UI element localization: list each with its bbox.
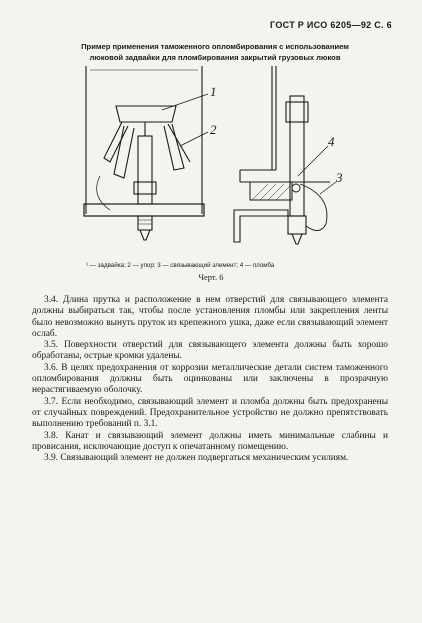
front-view bbox=[84, 66, 208, 240]
callout-1: 1 bbox=[210, 84, 217, 99]
callout-3: 3 bbox=[336, 170, 343, 185]
figure-label: Черт. 6 bbox=[198, 272, 224, 282]
paragraph-3-9: 3.9. Связывающий элемент не должен подвергаться механическим усилиям. bbox=[44, 453, 349, 464]
side-view bbox=[234, 66, 336, 244]
technical-drawing bbox=[80, 66, 360, 258]
figure-legend: ¹ — задвайка; 2 — упор; 3 — связывающий элемент; 4 — пломба bbox=[86, 262, 275, 269]
figure-caption bbox=[50, 42, 380, 63]
callout-2: 2 bbox=[210, 122, 217, 137]
paragraph-3-6: 3.6. В целях предохранения от коррозии металлические детали систем таможенного опломбирования должны быть оцинкованы или заключены в прозрачную нерастягиваемую оболочку. bbox=[32, 362, 388, 396]
body-text bbox=[32, 295, 388, 464]
paragraph-3-7: 3.7. Если необходимо, связывающий элемент и пломба должны быть предохранены от случайных повреждений. Предохранительное устройство не должно препятствовать выполнению требований п. 3.1. bbox=[32, 396, 388, 430]
callout-4: 4 bbox=[328, 134, 335, 149]
caption-line-2: люковой задвайки для пломбирования закрытий грузовых люков bbox=[89, 52, 341, 62]
paragraph-3-8: 3.8. Канат и связывающий элемент должны иметь минимальные слабины и провисания, исключающие доступ к опечатанному помещению. bbox=[32, 430, 388, 452]
paragraph-3-4: 3.4. Длина прутка и расположение в нем отверстий для связывающего элемента должны выбираться так, чтобы после установления пломбы или закрепления ленты было невозможно вынуть пруток из крепежного ушка, даже если связывающий элемент ослаб. bbox=[32, 295, 388, 339]
caption-line-1: Пример применения таможенного опломбирования с использованием bbox=[81, 42, 349, 51]
page-header: ГОСТ Р ИСО 6205—92 С. 6 bbox=[270, 20, 392, 30]
paragraph-3-5: 3.5. Поверхности отверстий для связывающего элемента должны быть хорошо обработаны, острые кромки удалены. bbox=[32, 340, 388, 362]
